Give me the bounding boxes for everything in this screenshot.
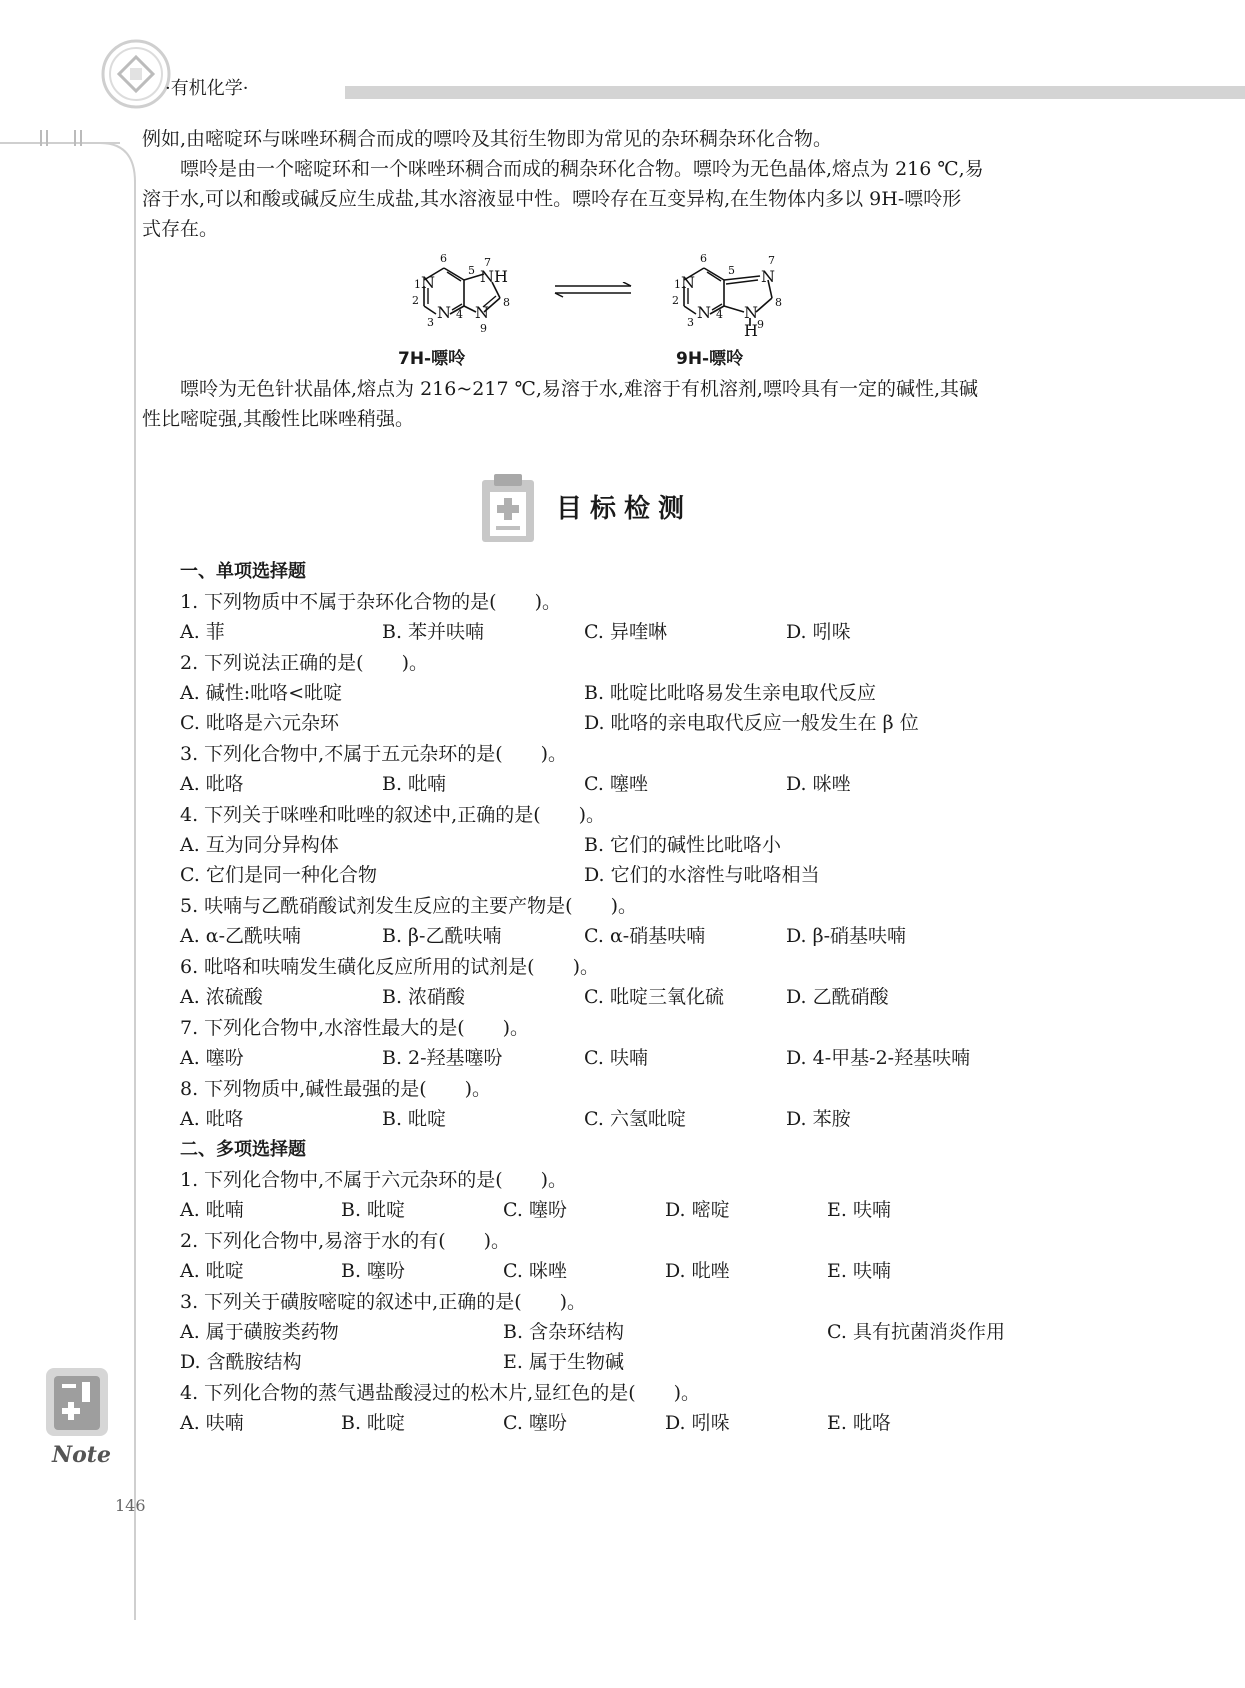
mq3-option-d: D. 含酰胺结构 (180, 1351, 302, 1373)
atom-num-5: 5 (728, 264, 735, 277)
q6-option-b: B. 浓硝酸 (382, 986, 466, 1008)
atom-num-5: 5 (468, 264, 475, 277)
book-title: ·有机化学· (165, 78, 249, 99)
multi-heading: 二、多项选择题 (180, 1139, 306, 1160)
q4-option-d: D. 它们的水溶性与吡咯相当 (584, 864, 820, 886)
atom-num-6: 6 (440, 252, 447, 265)
atom-num-9: 9 (757, 318, 764, 331)
q6-option-c: C. 吡啶三氧化硫 (584, 986, 724, 1008)
atom-num-4: 4 (716, 308, 723, 321)
q2-option-d: D. 吡咯的亲电取代反应一般发生在 β 位 (584, 712, 919, 734)
atom-num-7: 7 (484, 256, 491, 269)
q2-option-c: C. 吡咯是六元杂环 (180, 712, 339, 734)
atom-num-4: 4 (456, 308, 463, 321)
section-title: 目标检测 (556, 494, 693, 524)
mq2-option-c: C. 咪唑 (503, 1260, 567, 1282)
q6-option-a: A. 浓硫酸 (180, 986, 263, 1008)
equilibrium-arrow (553, 282, 633, 298)
q8-option-c: C. 六氢吡啶 (584, 1108, 686, 1130)
q8-option-a: A. 吡咯 (180, 1108, 244, 1130)
atom-num-3: 3 (687, 316, 694, 329)
q3-option-a: A. 吡咯 (180, 773, 244, 795)
mq2-option-d: D. 吡唑 (665, 1260, 730, 1282)
page-number: 146 (115, 1496, 146, 1515)
mq1-option-c: C. 噻吩 (503, 1199, 567, 1221)
q4-option-c: C. 它们是同一种化合物 (180, 864, 377, 886)
mq4-option-a: A. 呋喃 (180, 1412, 244, 1434)
q3-stem: 3. 下列化合物中,不属于五元杂环的是( )。 (180, 743, 568, 765)
single-heading: 一、单项选择题 (180, 561, 306, 582)
q7-option-b: B. 2-羟基噻吩 (382, 1047, 503, 1069)
intro-p3-line2: 性比嘧啶强,其酸性比咪唑稍强。 (142, 408, 415, 430)
q1-option-b: B. 苯并呋喃 (382, 621, 485, 643)
clipboard-icon (480, 474, 536, 544)
atom-num-1: 1 (674, 278, 681, 291)
atom-n9: N (475, 303, 489, 322)
mq3-option-a: A. 属于磺胺类药物 (180, 1321, 339, 1343)
atom-n7: N (761, 267, 775, 286)
q7-option-c: C. 呋喃 (584, 1047, 648, 1069)
header-bar (345, 86, 1245, 99)
q6-option-d: D. 乙酰硝酸 (786, 986, 889, 1008)
atom-num-8: 8 (503, 296, 510, 309)
q3-option-b: B. 吡喃 (382, 773, 447, 795)
mq1-option-e: E. 呋喃 (827, 1199, 891, 1221)
mq2-option-a: A. 吡啶 (180, 1260, 244, 1282)
q8-option-b: B. 吡啶 (382, 1108, 447, 1130)
mq1-option-d: D. 嘧啶 (665, 1199, 730, 1221)
q2-option-b: B. 吡啶比吡咯易发生亲电取代反应 (584, 682, 877, 704)
q2-stem: 2. 下列说法正确的是( )。 (180, 652, 428, 674)
mq2-option-b: B. 噻吩 (341, 1260, 406, 1282)
q3-option-d: D. 咪唑 (786, 773, 851, 795)
q5-option-b: B. β-乙酰呋喃 (382, 925, 502, 947)
q1-option-d: D. 吲哚 (786, 621, 851, 643)
margin-line (134, 180, 136, 1620)
caption-7h-purine: 7H-嘌呤 (398, 349, 466, 369)
q1-stem: 1. 下列物质中不属于杂环化合物的是( )。 (180, 591, 561, 613)
mq3-option-e: E. 属于生物碱 (503, 1351, 624, 1373)
header-logo (100, 38, 172, 110)
atom-num-1: 1 (414, 278, 421, 291)
mq3-option-c: C. 具有抗菌消炎作用 (827, 1321, 1005, 1343)
atom-num-2: 2 (412, 294, 419, 307)
q8-option-d: D. 苯胺 (786, 1108, 851, 1130)
atom-num-3: 3 (427, 316, 434, 329)
mq2-option-e: E. 呋喃 (827, 1260, 891, 1282)
mq4-option-e: E. 吡咯 (827, 1412, 891, 1434)
mq4-option-d: D. 吲哚 (665, 1412, 730, 1434)
atom-num-7: 7 (768, 254, 775, 267)
q7-stem: 7. 下列化合物中,水溶性最大的是( )。 (180, 1017, 530, 1039)
note-label: Note (52, 1442, 111, 1468)
mq4-stem: 4. 下列化合物的蒸气遇盐酸浸过的松木片,显红色的是( )。 (180, 1382, 701, 1404)
q5-option-a: A. α-乙酰呋喃 (180, 925, 302, 947)
note-icon (44, 1366, 110, 1438)
intro-p3-line1: 嘌呤为无色针状晶体,熔点为 216~217 ℃,易溶于水,难溶于有机溶剂,嘌呤具有一定的碱性,其碱 (180, 378, 978, 400)
atom-num-9: 9 (480, 322, 487, 335)
mq3-option-b: B. 含杂环结构 (503, 1321, 625, 1343)
atom-n3: N (437, 303, 451, 322)
atom-h9: H (744, 321, 758, 340)
q4-option-b: B. 它们的碱性比吡咯小 (584, 834, 782, 856)
mq3-stem: 3. 下列关于磺胺嘧啶的叙述中,正确的是( )。 (180, 1291, 587, 1313)
atom-num-2: 2 (672, 294, 679, 307)
caption-9h-purine: 9H-嘌呤 (676, 349, 744, 369)
intro-p2-line2: 溶于水,可以和酸或碱反应生成盐,其水溶液显中性。嘌呤存在互变异构,在生物体内多以 9H-嘌呤形 (142, 188, 962, 210)
q5-option-c: C. α-硝基呋喃 (584, 925, 706, 947)
atom-n3: N (697, 303, 711, 322)
mq1-option-a: A. 吡喃 (180, 1199, 244, 1221)
mq4-option-c: C. 噻吩 (503, 1412, 567, 1434)
intro-p2-line3: 式存在。 (142, 218, 219, 240)
q5-stem: 5. 呋喃与乙酰硝酸试剂发生反应的主要产物是( )。 (180, 895, 637, 917)
q4-option-a: A. 互为同分异构体 (180, 834, 339, 856)
intro-p2-line1: 嘌呤是由一个嘧啶环和一个咪唑环稠合而成的稠杂环化合物。嘌呤为无色晶体,熔点为 216 ℃,易 (180, 158, 984, 180)
margin-tick-marks (40, 128, 100, 148)
atom-num-8: 8 (775, 296, 782, 309)
q6-stem: 6. 吡咯和呋喃发生磺化反应所用的试剂是( )。 (180, 956, 599, 978)
q7-option-a: A. 噻吩 (180, 1047, 244, 1069)
mq4-option-b: B. 吡啶 (341, 1412, 406, 1434)
q5-option-d: D. β-硝基呋喃 (786, 925, 907, 947)
mq2-stem: 2. 下列化合物中,易溶于水的有( )。 (180, 1230, 511, 1252)
intro-p1: 例如,由嘧啶环与咪唑环稠合而成的嘌呤及其衍生物即为常见的杂环稠杂环化合物。 (142, 128, 833, 150)
q8-stem: 8. 下列物质中,碱性最强的是( )。 (180, 1078, 492, 1100)
atom-nh7: NH (480, 267, 508, 286)
q1-option-c: C. 异喹啉 (584, 621, 667, 643)
mq1-stem: 1. 下列化合物中,不属于六元杂环的是( )。 (180, 1169, 568, 1191)
q4-stem: 4. 下列关于咪唑和吡唑的叙述中,正确的是( )。 (180, 804, 606, 826)
q1-option-a: A. 菲 (180, 621, 225, 643)
q3-option-c: C. 噻唑 (584, 773, 648, 795)
atom-n9: N (744, 303, 758, 322)
atom-n1: N (681, 273, 695, 292)
q7-option-d: D. 4-甲基-2-羟基呋喃 (786, 1047, 971, 1069)
mq1-option-b: B. 吡啶 (341, 1199, 406, 1221)
q2-option-a: A. 碱性:吡咯<吡啶 (180, 682, 343, 704)
atom-n1: N (421, 273, 435, 292)
atom-num-6: 6 (700, 252, 707, 265)
margin-curve (100, 142, 140, 182)
